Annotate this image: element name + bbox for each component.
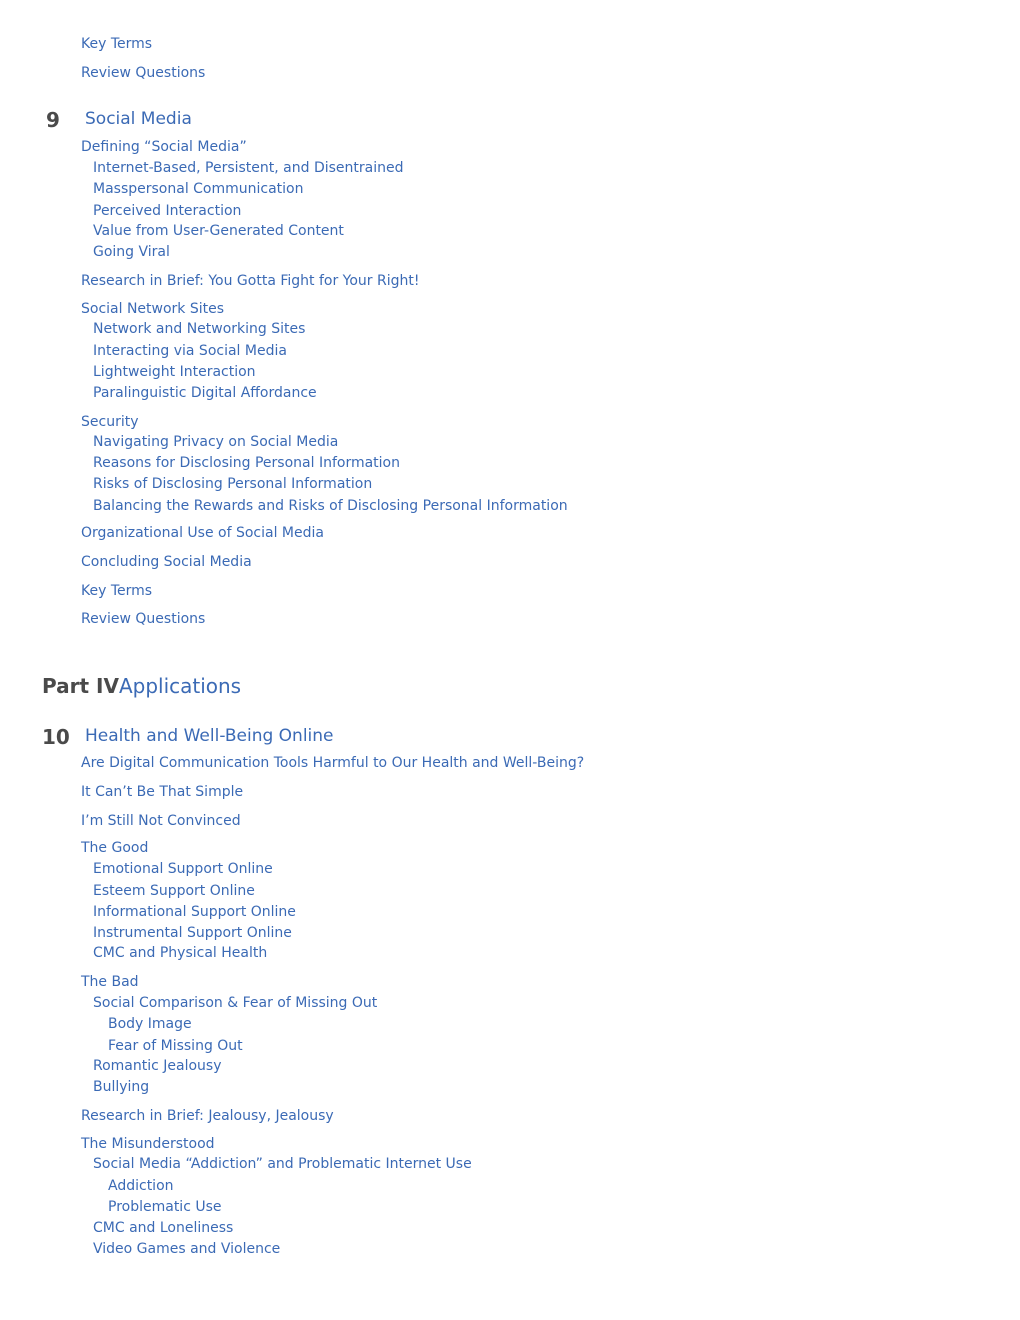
toc-subsection[interactable]: Instrumental Support Online	[93, 925, 292, 941]
toc-subsection[interactable]: Emotional Support Online	[93, 861, 273, 877]
toc-section[interactable]: The Good	[81, 840, 149, 856]
toc-subsection[interactable]: Social Media “Addiction” and Problematic Internet Use	[93, 1156, 472, 1172]
toc-subsection[interactable]: Value from User-Generated Content	[93, 223, 344, 239]
toc-section[interactable]: The Misunderstood	[81, 1136, 215, 1152]
toc-key-terms[interactable]: Key Terms	[81, 36, 153, 52]
toc-section[interactable]: I’m Still Not Convinced	[81, 813, 241, 829]
toc-review-questions[interactable]: Review Questions	[81, 65, 206, 81]
toc-section[interactable]: Research in Brief: Jealousy, Jealousy	[81, 1108, 334, 1124]
toc-subsection[interactable]: Navigating Privacy on Social Media	[93, 434, 339, 450]
toc-section[interactable]: Defining “Social Media”	[81, 139, 247, 155]
toc-section[interactable]: Research in Brief: You Gotta Fight for Your Right!	[81, 273, 420, 289]
chapter-title[interactable]: Health and Well-Being Online	[85, 726, 334, 746]
toc-section[interactable]: Organizational Use of Social Media	[81, 525, 324, 541]
toc-subsection[interactable]: Video Games and Violence	[93, 1241, 281, 1257]
chapter-number: 10	[42, 725, 70, 749]
toc-section[interactable]: Social Network Sites	[81, 301, 225, 317]
chapter-number: 9	[46, 108, 60, 132]
toc-subsubsection[interactable]: Fear of Missing Out	[108, 1038, 243, 1054]
toc-subsection[interactable]: Perceived Interaction	[93, 203, 242, 219]
part-heading	[42, 673, 241, 701]
toc-subsection[interactable]: Informational Support Online	[93, 904, 296, 920]
toc-subsection[interactable]: Social Comparison & Fear of Missing Out	[93, 995, 378, 1011]
part-label: Part IV	[42, 674, 119, 698]
toc-section[interactable]: Are Digital Communication Tools Harmful to Our Health and Well-Being?	[81, 755, 585, 771]
toc-section[interactable]: It Can’t Be That Simple	[81, 784, 244, 800]
toc-subsection[interactable]: Paralinguistic Digital Affordance	[93, 385, 317, 401]
toc-subsection[interactable]: CMC and Physical Health	[93, 945, 268, 961]
toc-subsection[interactable]: Esteem Support Online	[93, 883, 255, 899]
toc-subsubsection[interactable]: Addiction	[108, 1178, 174, 1194]
toc-subsubsection[interactable]: Body Image	[108, 1016, 192, 1032]
toc-subsection[interactable]: CMC and Loneliness	[93, 1220, 234, 1236]
toc-subsection[interactable]: Interacting via Social Media	[93, 343, 287, 359]
chapter-title[interactable]: Social Media	[85, 109, 192, 129]
toc-subsection[interactable]: Masspersonal Communication	[93, 181, 304, 197]
toc-section[interactable]: The Bad	[81, 974, 139, 990]
toc-review-questions[interactable]: Review Questions	[81, 611, 206, 627]
toc-subsection[interactable]: Network and Networking Sites	[93, 321, 306, 337]
toc-subsection[interactable]: Balancing the Rewards and Risks of Disclosing Personal Information	[93, 498, 568, 514]
toc-subsubsection[interactable]: Problematic Use	[108, 1199, 222, 1215]
toc-subsection[interactable]: Internet-Based, Persistent, and Disentrained	[93, 160, 404, 176]
toc-subsection[interactable]: Risks of Disclosing Personal Information	[93, 476, 373, 492]
toc-subsection[interactable]: Lightweight Interaction	[93, 364, 256, 380]
toc-section[interactable]: Security	[81, 414, 139, 430]
part-title[interactable]: Applications	[118, 674, 242, 698]
toc-subsection[interactable]: Going Viral	[93, 244, 170, 260]
toc-key-terms[interactable]: Key Terms	[81, 583, 153, 599]
toc-subsection[interactable]: Romantic Jealousy	[93, 1058, 222, 1074]
toc-subsection[interactable]: Bullying	[93, 1079, 150, 1095]
toc-section[interactable]: Concluding Social Media	[81, 554, 252, 570]
toc-subsection[interactable]: Reasons for Disclosing Personal Information	[93, 455, 400, 471]
